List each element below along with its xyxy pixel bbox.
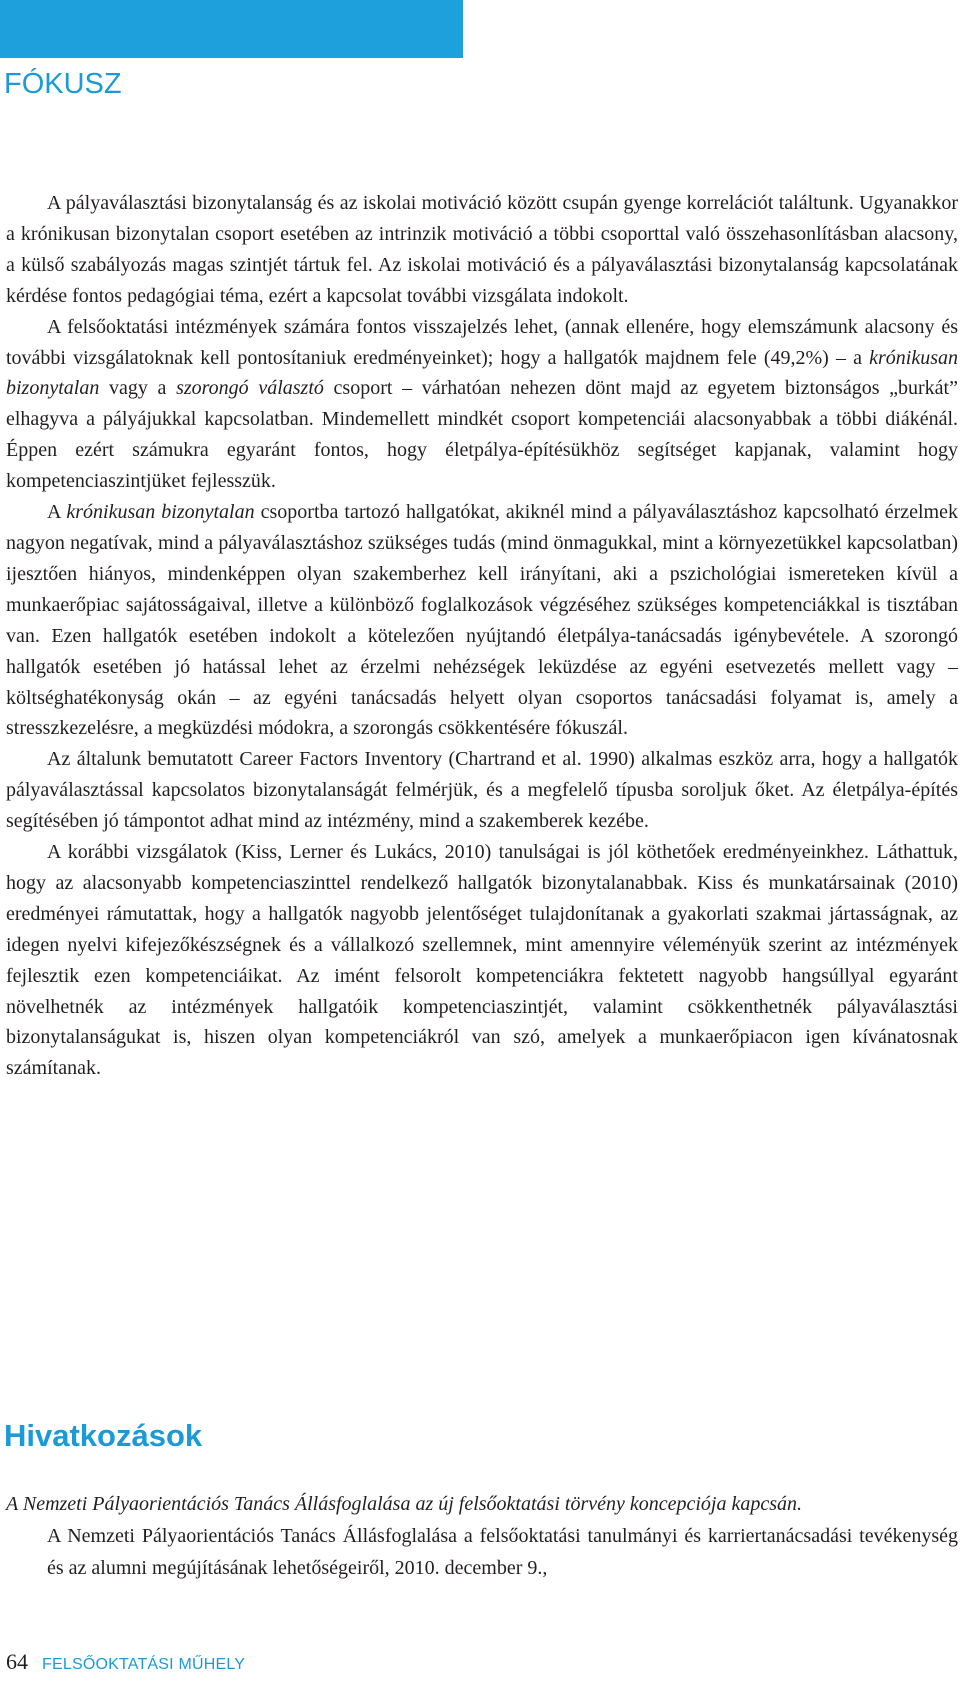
paragraph-2 bbox=[6, 312, 958, 497]
journal-name: FELSŐOKTATÁSI MŰHELY bbox=[42, 1656, 246, 1673]
paragraph-3-text-b: csoportba tartozó hallgatókat, akiknél mind a pályaválasztáshoz kapcsolható érzelmek nagyon negatívak, mind a pályaválasztáshoz szükséges tudás (mind önmagukkal, mint a környezetükkel kapcsolatban) ijesztően hiányos, mindenképpen olyan szakemberhez kell irányítani, aki a pszichológiai ismereteken kívül a munkaerőpiac sajátosságaival, illetve a különböző foglalkozások végzéséhez szükséges kompetenciákkal is tisztában van. Ezen hallgatók esetében indokolt a kötelezően nyújtandó életpálya-tanácsadás igénybevétele. A szorongó hallgatók esetében jó hatással lehet az érzelmi nehézségek leküzdése az egyéni esetvezetés mellett vagy ‒ költséghatékonyság okán ‒ az egyéni tanácsadás helyett olyan csoportos tanácsadási folyamat is, amely a stresszkezelésre, a megküzdési módokra, a szorongás csökkentésére fókuszál. bbox=[6, 501, 958, 740]
paragraph-3-emphasis: krónikusan bizonytalan bbox=[66, 501, 255, 524]
paragraph-2-text-a: A felsőoktatási intézmények számára fontos visszajelzés lehet, (annak ellenére, hogy elemszámunk alacsony és további vizsgálatoknak kell pontosítaniuk eredményeinket); hogy a hallgatók majdnem fele (49,2%) ‒ a bbox=[6, 315, 958, 369]
article-body bbox=[6, 188, 958, 1084]
paragraph-2-text-b: vagy a bbox=[99, 377, 177, 400]
section-label: FÓKUSZ bbox=[4, 68, 122, 100]
references-heading: Hivatkozások bbox=[4, 1418, 203, 1453]
reference-title: A Nemzeti Pályaorientációs Tanács Állásfoglalása az új felsőoktatási törvény koncepciója kapcsán. bbox=[6, 1493, 803, 1515]
references-list bbox=[6, 1488, 958, 1584]
paragraph-5: A korábbi vizsgálatok (Kiss, Lerner és Lukács, 2010) tanulságai is jól köthetőek eredményeinkhez. Láthattuk, hogy az alacsonyabb kompetenciaszinttel rendelkező hallgatók bizonytalanabbak. Kiss és munkatársainak (2010) eredményei rámutattak, hogy a hallgatók nagyobb jelentőséget tulajdonítanak a gyakorlati szakmai jártasságnak, az idegen nyelvi kifejezőkészségnek és a vállalkozó szellemnek, mint amennyire véleményük szerint az intézmények fejlesztik ezen kompetenciáikat. Az imént felsorolt kompetenciákra fektetett nagyobb hangsúllyal egyaránt növelhetnék az intézmények hallgatóik kompetenciaszintjét, valamint csökkenthetnék pályaválasztási bizonytalanságukat is, hiszen olyan kompetenciákról van szó, amelyek a munkaerőpiacon igen kívánatosnak számítanak. bbox=[6, 841, 958, 1080]
paragraph-1: A pályaválasztási bizonytalanság és az iskolai motiváció között csupán gyenge korrelációt találtunk. Ugyanakkor a krónikusan bizonytalan csoport esetében az intrinzik motiváció a többi csoporttal való összehasonlításban alacsony, a külső szabályozás magas szintjét tártuk fel. Az iskolai motiváció és a pályaválasztási bizonytalanság kapcsolatának kérdése fontos pedagógiai téma, ezért a kapcsolat további vizsgálata indokolt. bbox=[6, 192, 958, 307]
page-number: 64 bbox=[6, 1649, 28, 1674]
page-footer bbox=[6, 1649, 245, 1675]
paragraph-3-text-a: A bbox=[47, 501, 67, 524]
paragraph-3 bbox=[6, 497, 958, 744]
header-color-bar bbox=[0, 0, 463, 58]
paragraph-2-text-c: csoport ‒ várhatóan nehezen dönt majd az egyetem biztonságos „burkát” elhagyva a pályájukkal kapcsolatban. Mindemellett mindkét csoport kompetenciái alacsonyabbak a többi diákénál. Éppen ezért számukra egyaránt fontos, hogy életpálya-építésükhöz segítséget kapjanak, valamint hogy kompetenciaszintjüket fejlesszük. bbox=[6, 377, 958, 493]
paragraph-2-emphasis-1: krónikusan bizonytalan bbox=[6, 346, 958, 400]
paragraph-2-emphasis-2: szorongó választó bbox=[176, 377, 324, 400]
paragraph-4: Az általunk bemutatott Career Factors Inventory (Chartrand et al. 1990) alkalmas eszköz arra, hogy a hallgatók pályaválasztással kapcsolatos bizonytalanságát felmérjük, és a megfelelő típusba soroljuk őket. Az életpálya-építés segítésében jó támpontot adhat mind az intézmény, mind a szakemberek kezébe. bbox=[6, 748, 958, 833]
reference-body: A Nemzeti Pályaorientációs Tanács Állásfoglalása a felsőoktatási tanulmányi és karriertanácsadási tevékenység és az alumni megújításának lehetőségeiről, 2010. december 9., bbox=[47, 1525, 958, 1579]
